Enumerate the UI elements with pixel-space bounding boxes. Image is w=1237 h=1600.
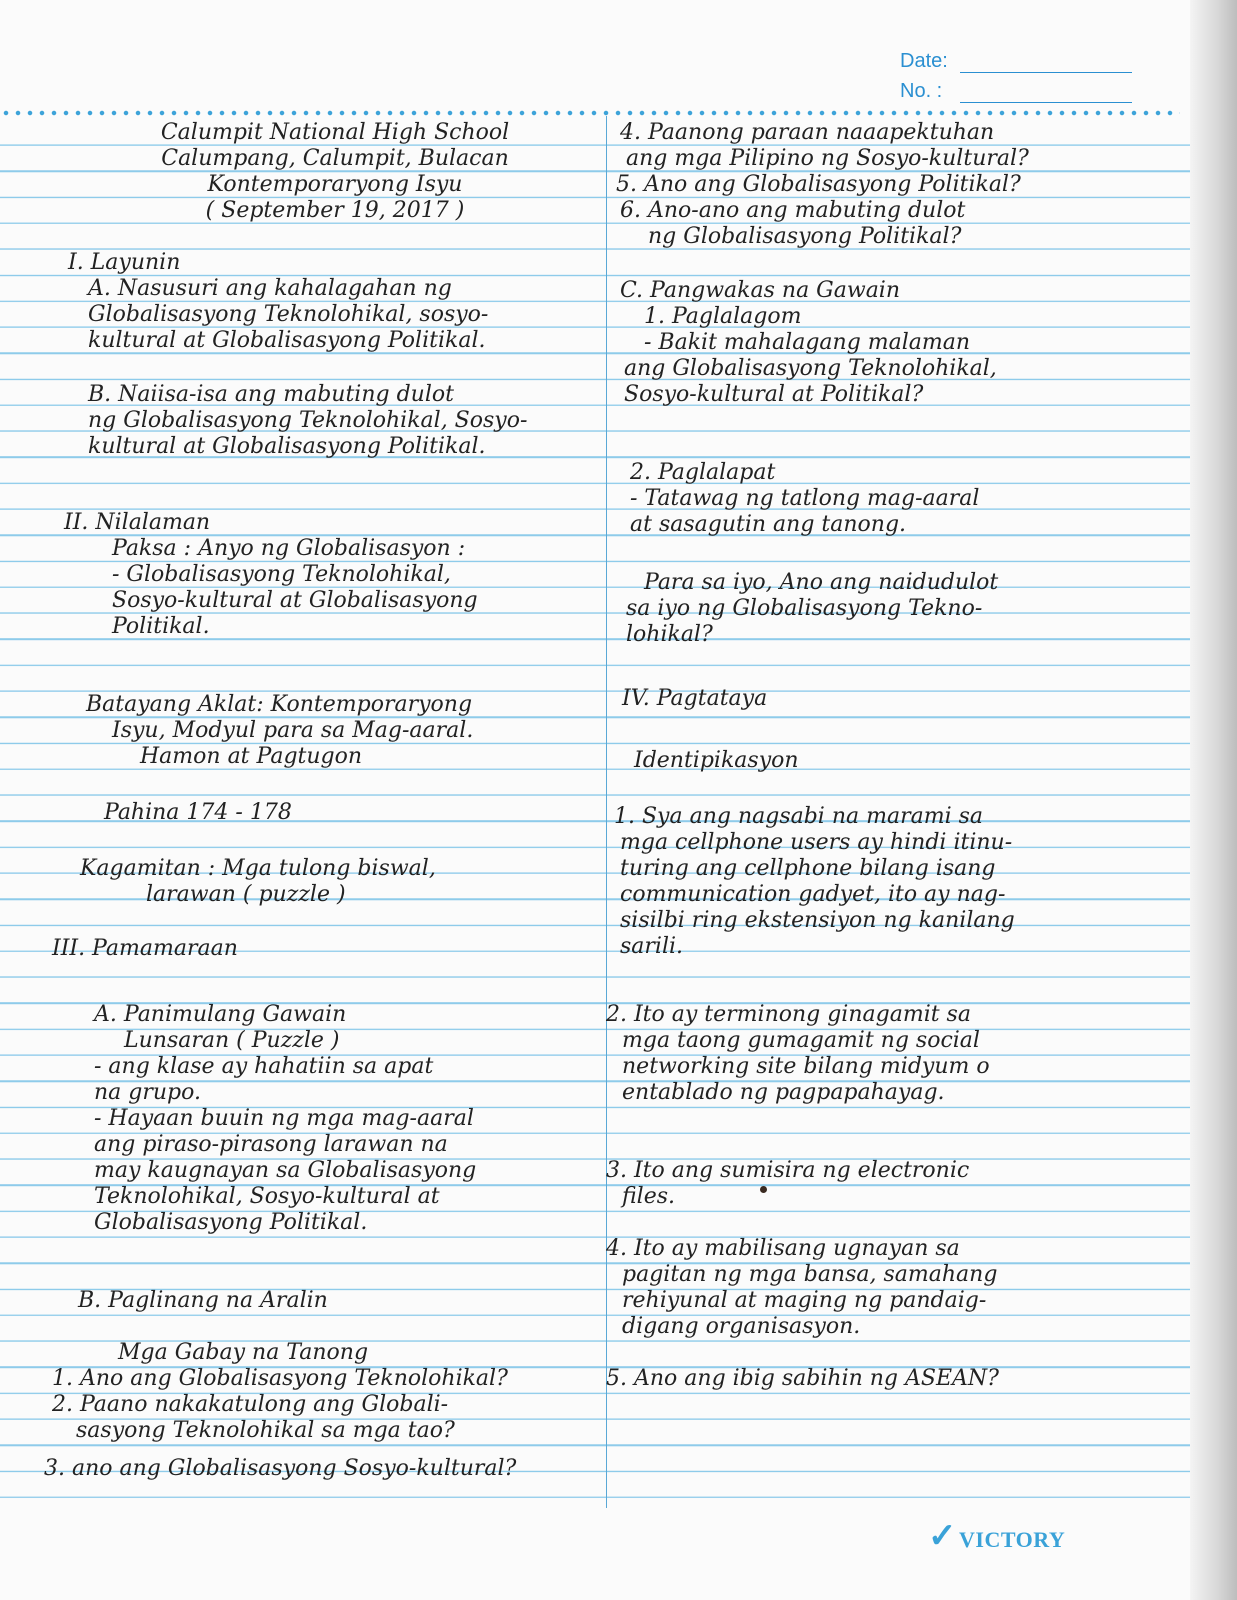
item-3-line2: files. bbox=[622, 1184, 676, 1209]
paksa-line2: - Globalisasyong Teknolohikal, bbox=[112, 562, 451, 587]
panimula-line7: Globalisasyong Politikal. bbox=[94, 1210, 368, 1235]
item-2-line3: networking site bilang midyum o bbox=[622, 1054, 990, 1079]
item-1-line1: 1. Sya ang nagsabi na marami sa bbox=[614, 804, 984, 829]
paglalagom-line3: Sosyo-kultural at Politikal? bbox=[624, 382, 924, 407]
objective-a-line3: kultural at Globalisasyong Politikal. bbox=[88, 328, 486, 353]
panimula-title: A. Panimulang Gawain bbox=[94, 1002, 347, 1027]
aklat-line1: Batayang Aklat: Kontemporaryong bbox=[86, 692, 473, 717]
item-4-line4: digang organisasyon. bbox=[622, 1314, 861, 1339]
paksa-line3: Sosyo-kultural at Globalisasyong bbox=[112, 588, 478, 613]
ink-dot bbox=[760, 1186, 767, 1193]
item-1-line4: communication gadyet, ito ay nag- bbox=[620, 882, 1006, 907]
item-1-line6: sarili. bbox=[620, 934, 684, 959]
panimula-line3: - Hayaan buuin ng mga mag-aaral bbox=[94, 1106, 474, 1131]
section-nilalaman: II. Nilalaman bbox=[64, 510, 211, 535]
question-5: 5. Ano ang Globalisasyong Politikal? bbox=[616, 172, 1021, 197]
question-3: 3. ano ang Globalisasyong Sosyo-kultural? bbox=[44, 1456, 517, 1481]
identipikasyon-title: Identipikasyon bbox=[634, 748, 799, 773]
objective-b-line1: B. Naiisa-isa ang mabuting dulot bbox=[88, 382, 454, 407]
item-1-line3: turing ang cellphone bilang isang bbox=[620, 856, 996, 881]
item-4-line3: rehiyunal at maging ng pandaig- bbox=[622, 1288, 987, 1313]
section-pamamaraan: III. Pamamaraan bbox=[52, 936, 238, 961]
question-1: 1. Ano ang Globalisasyong Teknolohikal? bbox=[52, 1366, 508, 1391]
gabay-title: Mga Gabay na Tanong bbox=[118, 1340, 369, 1365]
aklat-line3: Hamon at Pagtugon bbox=[140, 744, 363, 769]
question-6-line2: ng Globalisasyong Politikal? bbox=[648, 224, 962, 249]
prompt-line2: sa iyo ng Globalisasyong Tekno- bbox=[626, 596, 983, 621]
prompt-line3: lohikal? bbox=[626, 622, 713, 647]
question-4-line1: 4. Paanong paraan naaapektuhan bbox=[620, 120, 995, 145]
subject-title: Kontemporaryong Isyu bbox=[207, 172, 463, 197]
victory-v-icon: ✓ bbox=[928, 1518, 957, 1555]
prompt-line1: Para sa iyo, Ano ang naidudulot bbox=[644, 570, 999, 595]
item-2-line2: mga taong gumagamit ng social bbox=[622, 1028, 980, 1053]
aklat-line2: Isyu, Modyul para sa Mag-aaral. bbox=[112, 718, 474, 743]
panimula-line1: - ang klase ay hahatiin sa apat bbox=[94, 1054, 434, 1079]
brand-logo bbox=[928, 1516, 1065, 1556]
paglalagom-line2: ang Globalisasyong Teknolohikal, bbox=[624, 356, 997, 381]
paglalapat-line1: - Tatawag ng tatlong mag-aaral bbox=[630, 486, 980, 511]
panimula-sub: Lunsaran ( Puzzle ) bbox=[124, 1028, 340, 1053]
number-field-line bbox=[960, 102, 1132, 103]
pangwakas-title: C. Pangwakas na Gawain bbox=[620, 278, 901, 303]
item-5: 5. Ano ang ibig sabihin ng ASEAN? bbox=[606, 1366, 999, 1391]
objective-b-line2: ng Globalisasyong Teknolohikal, Sosyo- bbox=[88, 408, 528, 433]
date-field-line bbox=[960, 72, 1132, 73]
item-1-line2: mga cellphone users ay hindi itinu- bbox=[620, 830, 1013, 855]
school-name: Calumpit National High School bbox=[160, 120, 510, 145]
page-edge bbox=[1190, 0, 1237, 1600]
kagamitan-line1: Kagamitan : Mga tulong biswal, bbox=[80, 856, 436, 881]
question-2-line2: sasyong Teknolohikal sa mga tao? bbox=[76, 1418, 455, 1443]
brand-name: VICTORY bbox=[959, 1527, 1066, 1552]
item-2-line4: entablado ng pagpapahayag. bbox=[622, 1080, 945, 1105]
panimula-line4: ang piraso-pirasong larawan na bbox=[94, 1132, 448, 1157]
kagamitan-line2: larawan ( puzzle ) bbox=[146, 882, 346, 907]
section-pagtataya: IV. Pagtataya bbox=[622, 686, 768, 711]
panimula-line6: Teknolohikal, Sosyo-kultural at bbox=[94, 1184, 440, 1209]
item-4-line2: pagitan ng mga bansa, samahang bbox=[622, 1262, 998, 1287]
paglalapat-line2: at sasagutin ang tanong. bbox=[630, 512, 907, 537]
column-divider bbox=[606, 116, 607, 1508]
school-address: Calumpang, Calumpit, Bulacan bbox=[161, 146, 509, 171]
number-label: No. : bbox=[900, 80, 943, 102]
date-label: Date: bbox=[900, 50, 948, 72]
pahina-line: Pahina 174 - 178 bbox=[104, 800, 292, 825]
question-6-line1: 6. Ano-ano ang mabuting dulot bbox=[620, 198, 966, 223]
item-1-line5: sisilbi ring ekstensiyon ng kanilang bbox=[620, 908, 1015, 933]
paglalagom-title: 1. Paglalagom bbox=[644, 304, 802, 329]
paksa-line1: Paksa : Anyo ng Globalisasyon : bbox=[112, 536, 466, 561]
item-3-line1: 3. Ito ang sumisira ng electronic bbox=[606, 1158, 970, 1183]
perforation-dots bbox=[0, 110, 1180, 116]
paglalapat-title: 2. Paglalapat bbox=[630, 460, 776, 485]
lesson-date: ( September 19, 2017 ) bbox=[205, 198, 465, 223]
question-4-line2: ang mga Pilipino ng Sosyo-kultural? bbox=[626, 146, 1029, 171]
question-2-line1: 2. Paano nakakatulong ang Globali- bbox=[52, 1392, 449, 1417]
paksa-line4: Politikal. bbox=[112, 614, 210, 639]
item-4-line1: 4. Ito ay mabilisang ugnayan sa bbox=[606, 1236, 960, 1261]
section-layunin: I. Layunin bbox=[68, 250, 181, 275]
paglinang-title: B. Paglinang na Aralin bbox=[78, 1288, 328, 1313]
item-2-line1: 2. Ito ay terminong ginagamit sa bbox=[606, 1002, 971, 1027]
objective-b-line3: kultural at Globalisasyong Politikal. bbox=[88, 434, 486, 459]
objective-a-line2: Globalisasyong Teknolohikal, sosyo- bbox=[88, 302, 489, 327]
paglalagom-line1: - Bakit mahalagang malaman bbox=[644, 330, 971, 355]
panimula-line5: may kaugnayan sa Globalisasyong bbox=[94, 1158, 477, 1183]
objective-a-line1: A. Nasusuri ang kahalagahan ng bbox=[88, 276, 452, 301]
panimula-line2: na grupo. bbox=[94, 1080, 201, 1105]
